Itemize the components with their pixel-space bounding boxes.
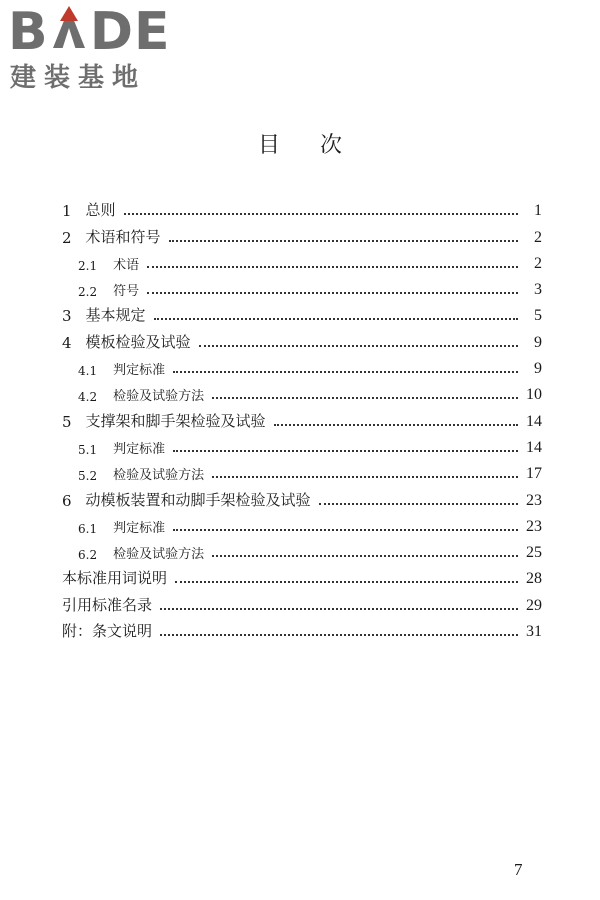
toc-entry <box>62 536 542 562</box>
logo-letter-b: B <box>8 2 49 62</box>
toc-dot-leader <box>160 634 518 636</box>
toc-entry <box>62 431 542 457</box>
toc-dot-leader <box>173 450 518 452</box>
toc-dot-leader <box>124 213 518 215</box>
toc-entry-number: 4.1 <box>78 364 98 379</box>
toc-entry-label: 总则 <box>85 201 116 220</box>
toc-entry-page: 9 <box>534 360 542 378</box>
toc-entry-page: 9 <box>534 333 542 351</box>
logo-subtitle: 建装基地 <box>10 63 147 93</box>
toc-entry-label: 检验及试验方法 <box>113 389 205 405</box>
toc-entry-label: 检验及试验方法 <box>113 547 205 563</box>
toc-entry <box>62 194 542 220</box>
page-number: 7 <box>514 860 523 879</box>
toc-dot-leader <box>319 503 518 505</box>
logo-wordmark <box>8 2 171 62</box>
toc-entry-page: 28 <box>526 570 542 588</box>
toc-entry <box>62 562 542 588</box>
toc-title: 目次 <box>257 133 382 158</box>
toc-entry-label: 判定标准 <box>113 441 166 457</box>
toc-entry-page: 2 <box>534 228 542 246</box>
toc-entry-number: 1 <box>62 202 72 221</box>
toc-entry-label: 本标准用词说明 <box>62 569 168 588</box>
toc-entry-number: 5.1 <box>78 442 98 457</box>
toc-entry-page: 31 <box>526 623 542 641</box>
bade-logo <box>8 2 174 93</box>
toc-entry <box>62 378 542 404</box>
toc-dot-leader <box>173 529 518 531</box>
toc-entry-label: 判定标准 <box>113 363 166 379</box>
toc-entry-number: 6 <box>62 491 72 510</box>
toc-dot-leader <box>173 371 518 373</box>
toc-entry-label: 支撑架和脚手架检验及试验 <box>85 411 266 430</box>
toc-entry-number: 2.1 <box>78 258 98 273</box>
toc-dot-leader <box>212 476 518 478</box>
table-of-contents <box>62 194 542 641</box>
toc-entry-number: 4 <box>62 333 72 352</box>
toc-entry <box>62 483 542 509</box>
toc-entry-number: 3 <box>62 307 72 326</box>
toc-entry <box>62 404 542 430</box>
toc-entry-number: 4.2 <box>78 390 98 405</box>
toc-entry-page: 17 <box>526 465 542 483</box>
toc-entry-page: 5 <box>534 307 542 325</box>
logo-letters-de: DE <box>89 2 171 62</box>
toc-entry <box>62 273 542 299</box>
toc-entry-page: 3 <box>534 281 542 299</box>
toc-entry-label: 附：条文说明 <box>62 622 153 641</box>
toc-dot-leader <box>160 608 518 610</box>
toc-entry <box>62 510 542 536</box>
toc-dot-leader <box>169 240 518 242</box>
toc-entry-label: 检验及试验方法 <box>113 468 205 484</box>
toc-entry-label: 术语和符号 <box>85 227 161 246</box>
toc-entry-page: 29 <box>526 596 542 614</box>
toc-entry-label: 动模板装置和动脚手架检验及试验 <box>85 490 311 509</box>
toc-entry-page: 14 <box>526 412 542 430</box>
toc-dot-leader <box>154 318 518 320</box>
toc-entry-label: 符号 <box>113 284 140 300</box>
toc-entry <box>62 220 542 246</box>
toc-entry <box>62 457 542 483</box>
toc-entry-label: 模板检验及试验 <box>85 332 191 351</box>
toc-entry-number: 5 <box>62 412 72 431</box>
toc-entry <box>62 615 542 641</box>
toc-entry-page: 10 <box>526 386 542 404</box>
toc-entry <box>62 588 542 614</box>
toc-entry-page: 23 <box>526 517 542 535</box>
toc-entry-page: 14 <box>526 438 542 456</box>
toc-dot-leader <box>175 581 518 583</box>
toc-entry-page: 2 <box>534 254 542 272</box>
toc-dot-leader <box>147 266 518 268</box>
toc-entry <box>62 247 542 273</box>
logo-letter-a <box>49 6 90 58</box>
toc-entry-number: 6.2 <box>78 548 98 563</box>
toc-entry-number: 2.2 <box>78 285 98 300</box>
toc-entry-page: 25 <box>526 544 542 562</box>
toc-dot-leader <box>212 397 518 399</box>
toc-entry-page: 1 <box>534 202 542 220</box>
toc-entry-number: 5.2 <box>78 469 98 484</box>
toc-dot-leader <box>147 292 518 294</box>
toc-dot-leader <box>212 555 518 557</box>
toc-entry-number: 6.1 <box>78 521 98 536</box>
toc-entry-page: 23 <box>526 491 542 509</box>
toc-entry <box>62 299 542 325</box>
toc-dot-leader <box>199 345 518 347</box>
toc-entry-label: 判定标准 <box>113 520 166 536</box>
logo-red-triangle-icon <box>60 6 78 21</box>
toc-entry-label: 基本规定 <box>85 306 146 325</box>
toc-entry <box>62 325 542 351</box>
toc-entry <box>62 352 542 378</box>
toc-entry-label: 术语 <box>113 257 140 273</box>
toc-dot-leader <box>274 424 518 426</box>
toc-entry-number: 2 <box>62 228 72 247</box>
toc-entry-label: 引用标准名录 <box>62 595 153 614</box>
